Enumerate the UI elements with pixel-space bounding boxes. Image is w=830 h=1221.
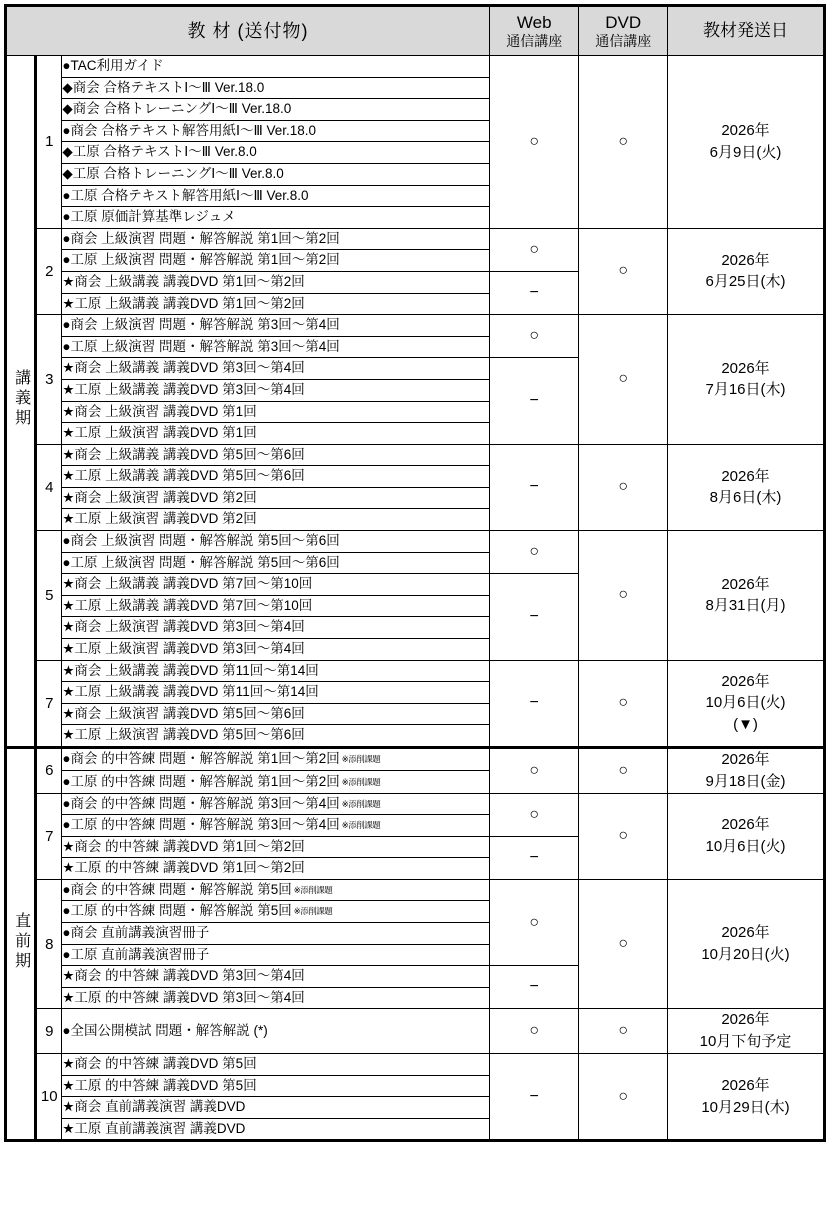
dvd-availability-mark: ○ bbox=[579, 793, 668, 879]
material-item-text: ★工原 上級講義 講義DVD 第3回～第4回 bbox=[62, 381, 305, 397]
material-item-note: ※添削課題 bbox=[339, 820, 381, 831]
material-item-text: ●商会 合格テキスト解答用紙Ⅰ～Ⅲ Ver.18.0 bbox=[62, 122, 317, 138]
ship-date-line1: 2026年 bbox=[721, 751, 770, 768]
material-item bbox=[62, 487, 490, 509]
header-shipdate: 教材発送日 bbox=[668, 6, 825, 56]
dvd-availability-mark: ○ bbox=[579, 531, 668, 661]
material-item bbox=[62, 401, 490, 423]
material-item bbox=[62, 163, 490, 185]
ship-date-line2: 8月31日(月) bbox=[705, 597, 786, 615]
ship-date-line1: 2026年 bbox=[721, 467, 770, 485]
material-item bbox=[62, 725, 490, 748]
material-item-text: ★工原 上級講義 講義DVD 第1回～第2回 bbox=[62, 295, 305, 311]
web-availability-mark: ○ bbox=[489, 531, 579, 574]
material-item bbox=[62, 56, 490, 78]
material-item-text: ★工原 的中答練 講義DVD 第1回～第2回 bbox=[62, 860, 305, 876]
dvd-availability-mark: ○ bbox=[579, 879, 668, 1009]
ship-date bbox=[668, 879, 825, 1009]
table-row bbox=[6, 531, 825, 553]
material-item-text: ●工原 直前講義演習冊子 bbox=[62, 946, 210, 962]
ship-date-line1: 2026年 bbox=[721, 816, 770, 834]
material-item-text: ★商会 上級演習 講義DVD 第1回 bbox=[62, 403, 257, 419]
material-item-text: ◆工原 合格トレーニングⅠ～Ⅲ Ver.8.0 bbox=[62, 165, 284, 181]
ship-date-line2: 10月29日(木) bbox=[701, 1098, 790, 1116]
material-item bbox=[62, 379, 490, 401]
material-item-text: ●工原 上級演習 問題・解答解説 第3回～第4回 bbox=[62, 338, 340, 354]
ship-date bbox=[668, 531, 825, 661]
web-availability-mark: − bbox=[489, 1053, 579, 1140]
header-dvd bbox=[579, 6, 668, 56]
ship-date-line1: 2026年 bbox=[721, 359, 770, 377]
material-item-note: ※添削課題 bbox=[339, 776, 381, 787]
material-item bbox=[62, 120, 490, 142]
material-item-text: ★商会 上級講義 講義DVD 第5回～第6回 bbox=[62, 446, 305, 462]
material-item-text: ◆商会 合格トレーニングⅠ～Ⅲ Ver.18.0 bbox=[62, 101, 292, 117]
material-item-text: ◆商会 合格テキストⅠ～Ⅲ Ver.18.0 bbox=[62, 79, 265, 95]
material-item-text: ●工原 的中答練 問題・解答解説 第1回～第2回 bbox=[62, 773, 340, 789]
table-row bbox=[6, 444, 825, 466]
material-item bbox=[62, 552, 490, 574]
table-row bbox=[6, 879, 825, 901]
ship-date-line3: (▼) bbox=[733, 716, 758, 734]
material-item bbox=[62, 748, 490, 771]
group-number: 5 bbox=[36, 531, 62, 661]
ship-date bbox=[668, 1009, 825, 1054]
material-item-text: ★商会 上級演習 講義DVD 第5回～第6回 bbox=[62, 705, 305, 721]
ship-date-line2: 9月18日(金) bbox=[705, 772, 786, 790]
material-item bbox=[62, 142, 490, 164]
material-item-text: ●商会 上級演習 問題・解答解説 第3回～第4回 bbox=[62, 317, 340, 333]
header-dvd-line2: 通信講座 bbox=[595, 32, 652, 49]
material-item bbox=[62, 944, 490, 966]
ship-date-line1: 2026年 bbox=[721, 251, 770, 269]
material-item bbox=[62, 836, 490, 858]
material-item-text: ★工原 上級演習 講義DVD 第1回 bbox=[62, 425, 257, 441]
material-item bbox=[62, 77, 490, 99]
material-item bbox=[62, 1009, 490, 1054]
group-number: 8 bbox=[36, 879, 62, 1009]
ship-date-line2: 6月25日(木) bbox=[705, 273, 786, 291]
web-availability-mark: ○ bbox=[489, 748, 579, 794]
ship-date-line2: 6月9日(火) bbox=[709, 143, 782, 161]
ship-date-line2: 10月6日(火) bbox=[705, 838, 786, 856]
material-item bbox=[62, 987, 490, 1009]
material-item bbox=[62, 271, 490, 293]
group-number: 10 bbox=[36, 1053, 62, 1140]
ship-date bbox=[668, 315, 825, 445]
material-item bbox=[62, 771, 490, 793]
material-item bbox=[62, 509, 490, 531]
material-item-text: ★商会 的中答練 講義DVD 第5回 bbox=[62, 1055, 257, 1071]
group-number: 1 bbox=[36, 56, 62, 229]
phase-label-text: 直前期 bbox=[12, 911, 30, 972]
material-item-text: ●TAC利用ガイド bbox=[62, 58, 164, 73]
dvd-availability-mark: ○ bbox=[579, 56, 668, 229]
dvd-availability-mark: ○ bbox=[579, 444, 668, 530]
table-row bbox=[6, 660, 825, 682]
material-item-note: ※添削課題 bbox=[339, 798, 381, 809]
material-item bbox=[62, 444, 490, 466]
dvd-availability-mark: ○ bbox=[579, 660, 668, 747]
material-item bbox=[62, 207, 490, 229]
material-item bbox=[62, 639, 490, 661]
header-materials: 教 材 (送付物) bbox=[6, 6, 490, 56]
dvd-availability-mark: ○ bbox=[579, 1009, 668, 1054]
material-item bbox=[62, 1118, 490, 1141]
table-row bbox=[6, 793, 825, 815]
phase-label-final bbox=[6, 748, 36, 1141]
material-item bbox=[62, 1097, 490, 1119]
material-item-text: ★工原 上級講義 講義DVD 第5回～第6回 bbox=[62, 468, 305, 484]
table-row bbox=[6, 748, 825, 771]
material-item-text: ★商会 上級講義 講義DVD 第1回～第2回 bbox=[62, 273, 305, 289]
material-item-text: ★工原 的中答練 講義DVD 第5回 bbox=[62, 1077, 257, 1093]
material-item bbox=[62, 336, 490, 358]
material-item bbox=[62, 466, 490, 488]
material-item-text: ★商会 的中答練 講義DVD 第3回～第4回 bbox=[62, 968, 305, 984]
material-item-text: ★工原 直前講義演習 講義DVD bbox=[62, 1120, 246, 1136]
material-item bbox=[62, 358, 490, 380]
material-item-text: ●商会 的中答練 問題・解答解説 第1回～第2回 bbox=[62, 751, 340, 767]
web-availability-mark: ○ bbox=[489, 879, 579, 965]
material-item-text: ★工原 上級講義 講義DVD 第11回～第14回 bbox=[62, 684, 319, 700]
material-item bbox=[62, 966, 490, 988]
material-item bbox=[62, 815, 490, 837]
ship-date-line1: 2026年 bbox=[721, 924, 770, 942]
material-item-text: ★工原 上級演習 講義DVD 第3回～第4回 bbox=[62, 641, 305, 657]
material-item-text: ●工原 上級演習 問題・解答解説 第1回～第2回 bbox=[62, 252, 340, 268]
material-item-text: ●全国公開模試 問題・解答解説 (*) bbox=[62, 1022, 268, 1038]
material-item-text: ★商会 上級演習 講義DVD 第3回～第4回 bbox=[62, 619, 305, 635]
ship-date-line1: 2026年 bbox=[721, 672, 770, 690]
phase-label-text: 講義期 bbox=[12, 368, 30, 429]
material-item-note: ※添削課題 bbox=[291, 884, 333, 895]
material-item bbox=[62, 250, 490, 272]
group-number: 6 bbox=[36, 748, 62, 794]
ship-date bbox=[668, 228, 825, 314]
material-item bbox=[62, 228, 490, 250]
material-item-text: ◆工原 合格テキストⅠ～Ⅲ Ver.8.0 bbox=[62, 144, 257, 160]
table-row bbox=[6, 315, 825, 337]
material-item-note: ※添削課題 bbox=[291, 906, 333, 917]
material-item bbox=[62, 315, 490, 337]
table-row bbox=[6, 56, 825, 78]
ship-date-line1: 2026年 bbox=[721, 1076, 770, 1094]
material-item-text: ★商会 上級講義 講義DVD 第3回～第4回 bbox=[62, 360, 305, 376]
group-number: 2 bbox=[36, 228, 62, 314]
ship-date bbox=[668, 748, 825, 794]
header-web-line1: Web bbox=[516, 12, 552, 32]
web-availability-mark: ○ bbox=[489, 315, 579, 358]
material-item-text: ●工原 上級演習 問題・解答解説 第5回～第6回 bbox=[62, 554, 340, 570]
material-item-text: ★商会 上級演習 講義DVD 第2回 bbox=[62, 489, 257, 505]
material-item-text: ●商会 的中答練 問題・解答解説 第3回～第4回 bbox=[62, 795, 340, 811]
ship-date-line2: 10月6日(火) bbox=[705, 694, 786, 712]
dvd-availability-mark: ○ bbox=[579, 748, 668, 794]
header-web bbox=[489, 6, 579, 56]
header-web-line2: 通信講座 bbox=[506, 32, 563, 49]
material-item bbox=[62, 595, 490, 617]
group-number: 3 bbox=[36, 315, 62, 445]
ship-date bbox=[668, 793, 825, 879]
table-row bbox=[6, 1009, 825, 1054]
material-item bbox=[62, 1053, 490, 1075]
ship-date-line1: 2026年 bbox=[721, 122, 770, 140]
web-availability-mark: ○ bbox=[489, 1009, 579, 1054]
web-availability-mark: ○ bbox=[489, 793, 579, 836]
web-availability-mark: − bbox=[489, 836, 579, 879]
material-item-text: ●工原 的中答練 問題・解答解説 第5回 bbox=[62, 903, 292, 919]
ship-date bbox=[668, 444, 825, 530]
material-item-text: ●商会 上級演習 問題・解答解説 第1回～第2回 bbox=[62, 230, 340, 246]
web-availability-mark: − bbox=[489, 271, 579, 314]
ship-date bbox=[668, 660, 825, 747]
group-number: 4 bbox=[36, 444, 62, 530]
web-availability-mark: − bbox=[489, 444, 579, 530]
material-item-text: ●工原 合格テキスト解答用紙Ⅰ～Ⅲ Ver.8.0 bbox=[62, 187, 309, 203]
material-item-text: ★工原 上級演習 講義DVD 第2回 bbox=[62, 511, 257, 527]
ship-date-line1: 2026年 bbox=[721, 575, 770, 593]
ship-date-line2: 10月下旬予定 bbox=[699, 1033, 792, 1051]
material-item bbox=[62, 531, 490, 553]
material-item bbox=[62, 1075, 490, 1097]
web-availability-mark: ○ bbox=[489, 228, 579, 271]
material-item bbox=[62, 660, 490, 682]
header-dvd-line1: DVD bbox=[605, 12, 642, 32]
material-item-note: ※添削課題 bbox=[339, 754, 381, 765]
web-availability-mark: − bbox=[489, 966, 579, 1009]
material-item bbox=[62, 901, 490, 923]
material-item bbox=[62, 703, 490, 725]
material-item bbox=[62, 99, 490, 121]
material-item-text: ★工原 上級演習 講義DVD 第5回～第6回 bbox=[62, 727, 305, 743]
material-item bbox=[62, 423, 490, 445]
dvd-availability-mark: ○ bbox=[579, 1053, 668, 1140]
web-availability-mark: ○ bbox=[489, 56, 579, 229]
web-availability-mark: − bbox=[489, 358, 579, 444]
material-item bbox=[62, 293, 490, 315]
material-item-text: ★工原 的中答練 講義DVD 第3回～第4回 bbox=[62, 989, 305, 1005]
ship-date-line2: 7月16日(木) bbox=[705, 381, 786, 399]
material-item-text: ★商会 直前講義演習 講義DVD bbox=[62, 1099, 246, 1115]
material-item-text: ★商会 的中答練 講義DVD 第1回～第2回 bbox=[62, 838, 305, 854]
material-item bbox=[62, 617, 490, 639]
table-header bbox=[6, 6, 825, 56]
group-number: 7 bbox=[36, 660, 62, 747]
material-item bbox=[62, 574, 490, 596]
material-item bbox=[62, 923, 490, 945]
material-item-text: ●工原 的中答練 問題・解答解説 第3回～第4回 bbox=[62, 817, 340, 833]
group-number: 9 bbox=[36, 1009, 62, 1054]
ship-date bbox=[668, 56, 825, 229]
web-availability-mark: − bbox=[489, 660, 579, 747]
material-item-text: ●工原 原価計算基準レジュメ bbox=[62, 209, 236, 225]
dvd-availability-mark: ○ bbox=[579, 228, 668, 314]
material-item-text: ●商会 的中答練 問題・解答解説 第5回 bbox=[62, 881, 292, 897]
material-item-text: ★商会 上級講義 講義DVD 第7回～第10回 bbox=[62, 576, 313, 592]
material-item-text: ●商会 直前講義演習冊子 bbox=[62, 925, 210, 941]
web-availability-mark: − bbox=[489, 574, 579, 660]
material-item bbox=[62, 858, 490, 880]
ship-date-line2: 8月6日(木) bbox=[709, 489, 782, 507]
material-item-text: ★工原 上級講義 講義DVD 第7回～第10回 bbox=[62, 597, 313, 613]
ship-date bbox=[668, 1053, 825, 1140]
table-row bbox=[6, 228, 825, 250]
material-item bbox=[62, 793, 490, 815]
dvd-availability-mark: ○ bbox=[579, 315, 668, 445]
table-row bbox=[6, 1053, 825, 1075]
material-item bbox=[62, 682, 490, 704]
ship-date-line2: 10月20日(火) bbox=[701, 946, 790, 964]
shipping-schedule-table bbox=[4, 4, 826, 1142]
material-item bbox=[62, 185, 490, 207]
material-item-text: ●商会 上級演習 問題・解答解説 第5回～第6回 bbox=[62, 533, 340, 549]
group-number: 7 bbox=[36, 793, 62, 879]
material-item bbox=[62, 879, 490, 901]
table-body bbox=[6, 56, 825, 1141]
ship-date-line1: 2026年 bbox=[721, 1011, 770, 1029]
material-item-text: ★商会 上級講義 講義DVD 第11回～第14回 bbox=[62, 662, 319, 678]
phase-label-lecture bbox=[6, 56, 36, 748]
